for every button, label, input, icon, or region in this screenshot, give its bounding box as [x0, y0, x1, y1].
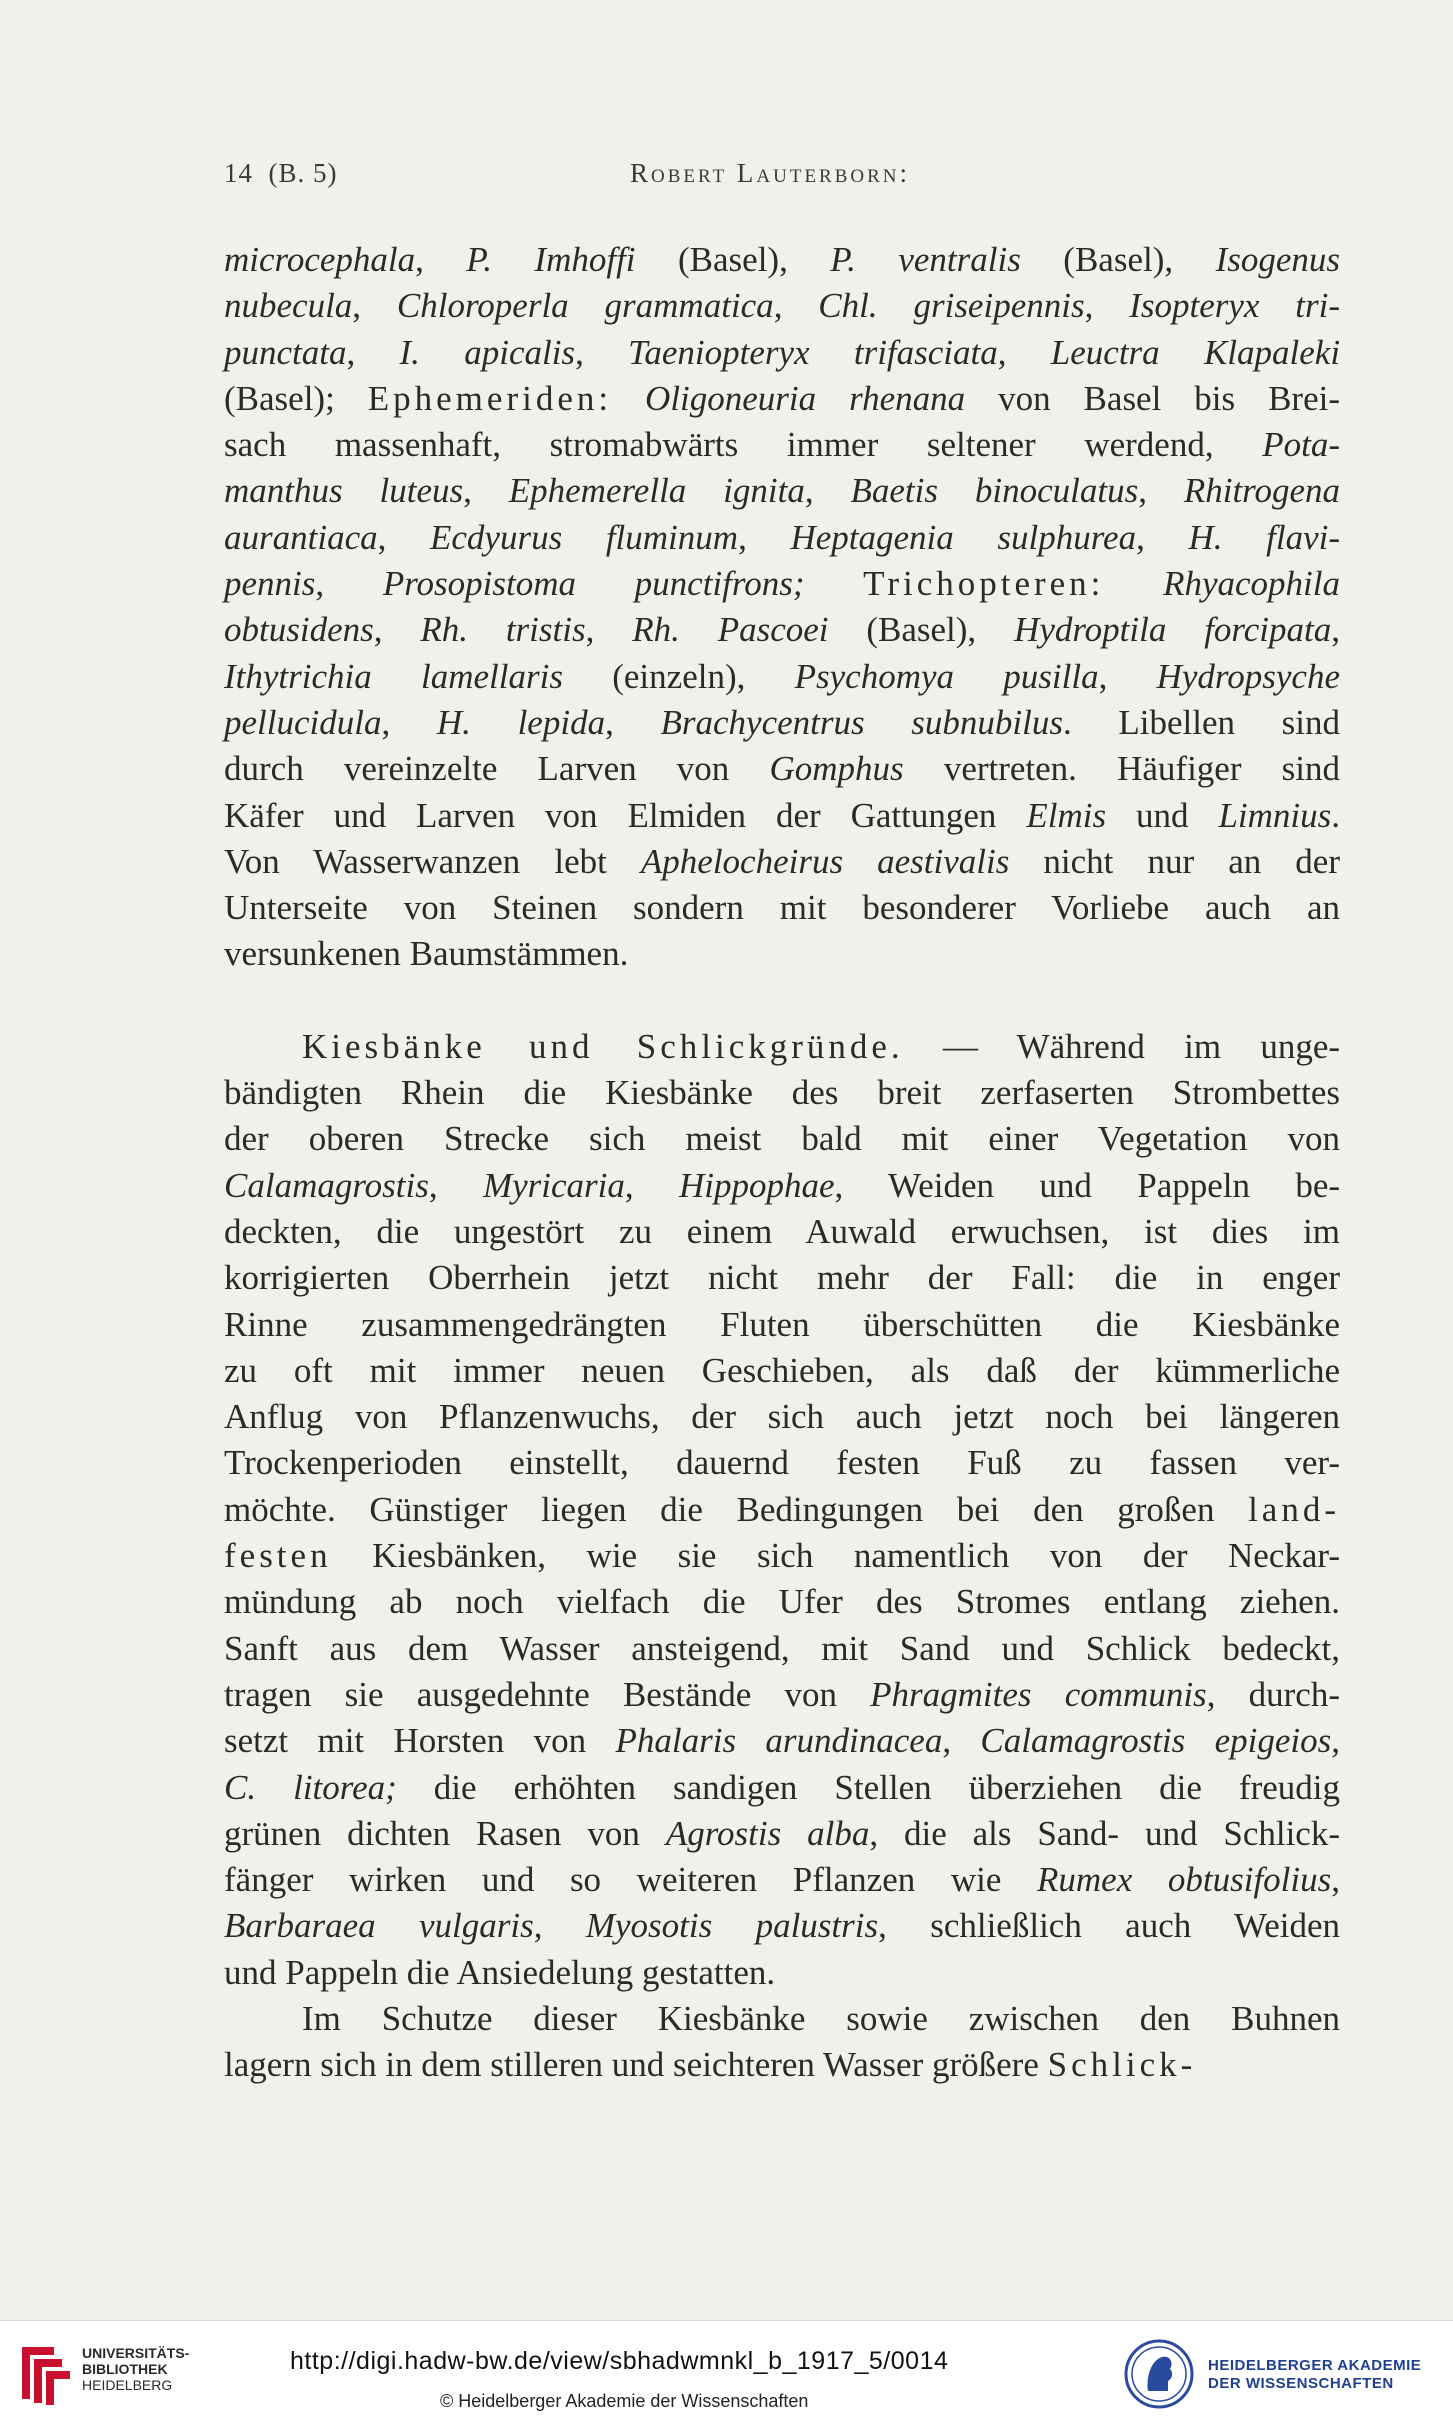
taxon-name: Calamagrostis: [224, 1165, 429, 1205]
taxon-name: Isopteryx tri-: [1129, 286, 1340, 326]
taxon-name: Rh. tristis: [420, 610, 586, 650]
text-line: [224, 1070, 1340, 1116]
text-run: ,: [533, 1906, 586, 1946]
text-line: [224, 1718, 1340, 1764]
text-run: (Basel),: [635, 240, 831, 279]
text-run: ,: [428, 1165, 483, 1205]
taxon-name: pennis: [224, 564, 316, 604]
text-run: ,: [575, 332, 629, 372]
taxon-name: Aphelocheirus aestivalis: [640, 841, 1010, 881]
text-line: [224, 1996, 1340, 2042]
text-line: [224, 422, 1340, 468]
taxon-name: Phragmites communis: [870, 1674, 1207, 1714]
taxon-name: Hippophae: [679, 1165, 835, 1205]
text-line: [224, 1255, 1340, 1301]
taxon-name: Barbaraea vulgaris: [224, 1906, 534, 1946]
text-run: vertreten. Häufiger sind: [903, 749, 1340, 789]
text-line: [224, 1348, 1340, 1394]
text-run: nicht nur an der: [1009, 841, 1340, 881]
taxon-name: Rhyacophila: [1163, 564, 1341, 604]
text-run: , schließlich auch Weiden: [878, 1906, 1340, 1946]
text-run: grünen dichten Rasen von: [224, 1813, 666, 1853]
text-run: ,: [1084, 286, 1130, 326]
text-run: möchte. Günstiger liegen die Bedingungen bei den großen: [224, 1489, 1249, 1529]
text-line: [224, 1440, 1340, 1486]
text-line: [224, 654, 1340, 700]
spaced-heading: Kiesbänke und Schlickgründe.: [302, 1026, 904, 1066]
text-run: ,: [773, 286, 819, 326]
text-run: mündung ab noch vielfach die Ufer des Stromes entlang ziehen.: [224, 1582, 1340, 1622]
text-run: ,: [377, 517, 430, 557]
text-run: lagern sich in dem stilleren und seichteren Wasser größere: [224, 2045, 1048, 2085]
taxon-name: Myricaria: [482, 1165, 625, 1205]
text-run: , die als Sand- und Schlick-: [869, 1813, 1340, 1853]
text-run: deckten, die ungestört zu einem Auwald erwuchsen, ist dies im: [224, 1211, 1340, 1251]
text-line: [224, 1209, 1340, 1255]
text-run: , Weiden und Pappeln be-: [834, 1165, 1341, 1205]
spaced-heading: Trichopteren:: [863, 564, 1105, 604]
taxon-name: Limnius: [1218, 795, 1332, 835]
text-run: [612, 379, 645, 418]
taxon-name: punctata: [224, 332, 347, 372]
text-line: [224, 561, 1340, 607]
text-line: [224, 1579, 1340, 1625]
taxon-name: Leuctra Klapaleki: [1050, 332, 1341, 372]
text-run: [1104, 564, 1163, 603]
text-run: von Basel bis Brei-: [965, 378, 1340, 418]
text-run: ,: [1136, 517, 1189, 557]
text-line: [224, 1626, 1340, 1672]
taxon-name: microcephala: [224, 240, 416, 279]
text-run: ,: [585, 610, 633, 650]
taxon-name: Rumex obtusifolius: [1037, 1860, 1332, 1900]
text-line: [224, 931, 1340, 977]
text-run: . Libellen sind: [1062, 702, 1341, 742]
taxon-name: Ecdyurus fluminum: [430, 517, 739, 557]
taxon-name: Brachycentrus subnubilus: [660, 702, 1063, 742]
text-line: [224, 1024, 1340, 1070]
taxon-name: Hydroptila forcipata: [1014, 610, 1332, 650]
text-run: (einzeln),: [562, 656, 795, 696]
text-run: ,: [804, 471, 851, 511]
taxon-name: Baetis binoculatus: [850, 471, 1139, 511]
text-line: [224, 237, 1340, 283]
spaced-heading: Ephemeriden:: [367, 378, 613, 418]
text-run: Unterseite von Steinen sondern mit besonderer Vorliebe auch an: [224, 888, 1340, 928]
text-run: ,: [352, 286, 397, 326]
text-run: ,: [1138, 471, 1184, 511]
footer-bar: [0, 2320, 1453, 2426]
academy-name: HEIDELBERGER AKADEMIE DER WISSENSCHAFTEN: [1208, 2357, 1422, 2392]
text-line: [224, 2042, 1340, 2088]
university-library-name: UNIVERSITÄTS- BIBLIOTHEK HEIDELBERG: [82, 2345, 190, 2393]
spaced-heading: land-: [1248, 1489, 1340, 1529]
text-run: Von Wasserwanzen lebt: [224, 841, 641, 881]
text-run: ,: [1331, 1860, 1340, 1900]
page-number: 14 (B. 5): [224, 158, 338, 188]
text-run: Im Schutze dieser Kiesbänke sowie zwischen den Buhnen: [302, 1998, 1340, 2038]
text-line: [224, 1672, 1340, 1718]
text-run: ,: [1331, 1721, 1341, 1761]
text-line: [224, 885, 1340, 931]
text-line: [224, 1116, 1340, 1162]
taxon-name: C. litorea;: [224, 1767, 397, 1807]
text-line: [224, 376, 1340, 422]
text-run: ,: [381, 702, 437, 742]
text-run: Sanft aus dem Wasser ansteigend, mit Sand und Schlick bedeckt,: [224, 1628, 1340, 1668]
paragraph-gap: [224, 978, 1340, 1024]
text-run: ,: [373, 610, 421, 650]
taxon-name: Calamagrostis epigeios: [980, 1721, 1332, 1761]
permalink-url[interactable]: http://digi.hadw-bw.de/view/sbhadwmnkl_b_1917_5/0014: [290, 2347, 949, 2375]
text-line: [224, 839, 1340, 885]
text-line: [224, 746, 1340, 792]
taxon-name: Myosotis palustris: [585, 1906, 879, 1946]
text-line: [224, 1903, 1340, 1949]
text-line: [224, 793, 1340, 839]
text-line: [224, 1811, 1340, 1857]
taxon-name: Chloroperla grammatica: [396, 286, 774, 326]
taxon-name: manthus luteus: [224, 471, 464, 511]
text-run: die erhöhten sandigen Stellen überziehen die freudig: [396, 1767, 1340, 1807]
taxon-name: Phalaris arundinacea: [615, 1721, 943, 1761]
taxon-name: Ithytrichia lamellaris: [224, 656, 563, 696]
page-header: [224, 158, 1340, 198]
text-run: ,: [605, 702, 661, 742]
text-run: bändigten Rhein die Kiesbänke des breit zerfaserten Strombettes: [224, 1073, 1340, 1113]
taxon-name: Heptagenia sulphurea: [790, 517, 1137, 557]
text-line: [224, 607, 1340, 653]
copyright-notice: © Heidelberger Akademie der Wissenschaften: [440, 2391, 809, 2411]
spaced-heading: festen: [224, 1536, 332, 1576]
taxon-name: Hydropsyche: [1156, 656, 1340, 696]
taxon-name: Rh. Pascoei: [632, 610, 829, 650]
taxon-name: H. flavi-: [1188, 517, 1341, 557]
body-text: [224, 237, 1340, 2089]
taxon-name: H. lepida: [436, 702, 606, 742]
text-run: Kiesbänken, wie sie sich namentlich von der Neckar-: [331, 1536, 1340, 1576]
text-run: ,: [463, 471, 509, 511]
academy-logo-icon: [1124, 2339, 1194, 2409]
text-run: ,: [346, 332, 400, 372]
taxon-name: Agrostis alba: [665, 1813, 870, 1853]
text-run: .: [1331, 795, 1340, 835]
text-run: versunkenen Baumstämmen.: [224, 934, 629, 974]
university-library-logo-icon: [14, 2341, 74, 2407]
text-run: ,: [415, 240, 467, 279]
text-run: Käfer und Larven von Elmiden der Gattungen: [224, 795, 1027, 835]
taxon-name: Ephemerella ignita: [508, 471, 805, 511]
taxon-name: nubecula: [224, 286, 353, 326]
text-run: (Basel);: [224, 378, 368, 418]
text-run: Rinne zusammengedrängten Fluten überschütten die Kiesbänke: [224, 1304, 1340, 1344]
taxon-name: Elmis: [1026, 795, 1107, 835]
text-run: sach massenhaft, stromabwärts immer seltener werdend,: [224, 425, 1263, 465]
taxon-name: P. ventralis: [830, 240, 1021, 279]
taxon-name: obtusidens: [224, 610, 374, 650]
text-line: [224, 1163, 1340, 1209]
text-run: Trockenperioden einstellt, dauernd festen Fuß zu fassen ver-: [224, 1443, 1340, 1483]
taxon-name: Isogenus: [1215, 240, 1341, 279]
text-run: tragen sie ausgedehnte Bestände von: [224, 1674, 871, 1714]
text-run: und: [1106, 795, 1219, 835]
text-line: [224, 1765, 1340, 1811]
text-line: [224, 283, 1340, 329]
text-line: [224, 515, 1340, 561]
text-run: [804, 564, 863, 603]
taxon-name: Pota-: [1262, 425, 1340, 465]
taxon-name: P. Imhoffi: [466, 240, 636, 279]
taxon-name: I. apicalis: [399, 332, 576, 372]
text-run: ,: [624, 1165, 679, 1205]
text-run: ,: [315, 564, 383, 604]
text-line: [224, 1533, 1340, 1579]
text-run: (Basel),: [1020, 240, 1216, 279]
text-line: [224, 330, 1340, 376]
text-run: fänger wirken und so weiteren Pflanzen wie: [224, 1860, 1038, 1900]
text-line: [224, 1487, 1340, 1533]
taxon-name: Gomphus: [769, 749, 904, 789]
text-run: Anflug von Pflanzenwuchs, der sich auch jetzt noch bei längeren: [224, 1397, 1340, 1437]
taxon-name: aurantiaca: [224, 517, 378, 557]
text-run: korrigierten Oberrhein jetzt nicht mehr der Fall: die in enger: [224, 1258, 1340, 1298]
text-line: [224, 1394, 1340, 1440]
taxon-name: pellucidula: [224, 702, 382, 742]
text-run: (Basel),: [828, 610, 1015, 650]
text-run: zu oft mit immer neuen Geschieben, als daß der kümmerliche: [224, 1350, 1340, 1390]
taxon-name: Rhitrogena: [1183, 471, 1341, 511]
taxon-name: Psychomya pusilla: [794, 656, 1099, 696]
taxon-name: Taeniopteryx trifasciata: [628, 332, 998, 372]
taxon-name: Chl. griseipennis: [818, 286, 1085, 326]
text-line: [224, 468, 1340, 514]
text-run: — Während im unge-: [903, 1026, 1341, 1066]
running-head: Robert Lauterborn:: [630, 158, 911, 188]
taxon-name: Prosopistoma punctifrons;: [382, 564, 805, 604]
text-run: der oberen Strecke sich meist bald mit einer Vegetation von: [224, 1119, 1340, 1159]
text-run: ,: [738, 517, 791, 557]
text-run: durch vereinzelte Larven von: [224, 749, 770, 789]
text-run: , durch-: [1206, 1674, 1340, 1714]
text-line: [224, 1302, 1340, 1348]
text-run: ,: [942, 1721, 981, 1761]
text-line: [224, 1857, 1340, 1903]
text-run: und Pappeln die Ansiedelung gestatten.: [224, 1952, 776, 1992]
text-line: [224, 700, 1340, 746]
spaced-heading: Schlick-: [1047, 2045, 1197, 2085]
text-line: [224, 1950, 1340, 1996]
text-run: ,: [1098, 656, 1157, 696]
text-run: ,: [1331, 610, 1340, 650]
text-run: setzt mit Horsten von: [224, 1721, 616, 1761]
taxon-name: Oligoneuria rhenana: [645, 378, 966, 418]
text-run: ,: [997, 332, 1051, 372]
